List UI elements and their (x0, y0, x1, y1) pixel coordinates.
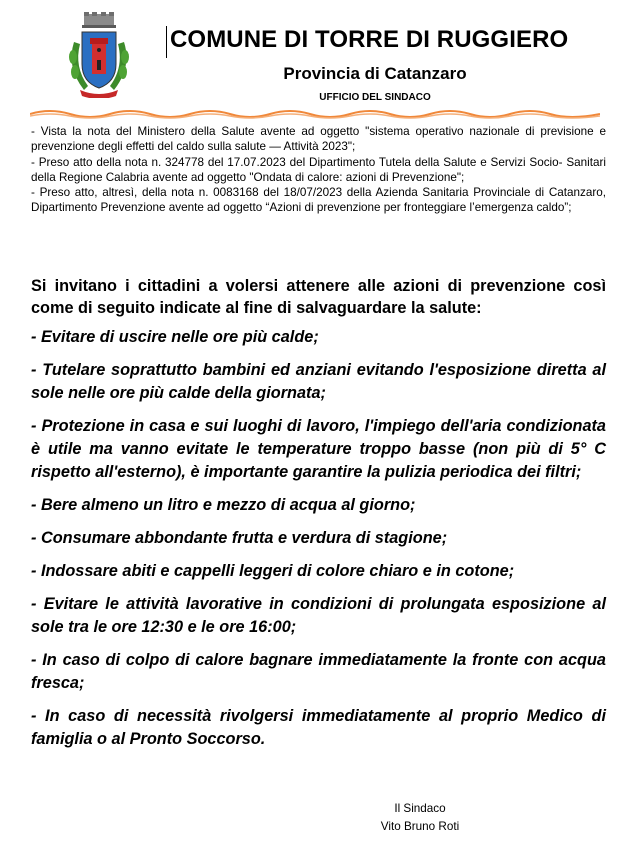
measure-item: - Evitare le attività lavorative in condizioni di prolungata esposizione al sole tra le ore 12:30 e le ore 16:00; (31, 595, 606, 636)
decorative-divider (30, 106, 600, 120)
measure-item: - Evitare di uscire nelle ore più calde; (31, 328, 319, 346)
note-ministero: - Vista la nota del Ministero della Salute avente ad oggetto "sistema operativo nazionale di previsione e prevenzione degli effetti del caldo sulla salute — Attività 2023"; (31, 125, 606, 154)
preamble-notes (31, 124, 606, 216)
measure-item: - Protezione in casa e sui luoghi di lavoro, l'impiego dell'aria condizionata è utile ma vanno evitate le temperature troppo basse (non più di 5° C rispetto all'esterno), è importante garantire la pulizia periodica dei filtri; (31, 417, 606, 481)
signature-block (360, 800, 480, 836)
page-title: COMUNE DI TORRE DI RUGGIERO (170, 26, 569, 53)
prevention-measures-list (31, 326, 606, 761)
measure-item: - Tutelare soprattutto bambini ed anziani evitando l'esposizione diretta al sole nelle ore più calde della giornata; (31, 361, 606, 402)
measure-item: - In caso di colpo di calore bagnare immediatamente la fronte con acqua fresca; (31, 651, 606, 692)
signature-role: Il Sindaco (394, 802, 446, 815)
province-subtitle: Provincia di Catanzaro (283, 64, 467, 83)
measure-item: - Indossare abiti e cappelli leggeri di colore chiaro e in cotone; (31, 562, 515, 580)
intro-paragraph: Si invitano i cittadini a volersi attenere alle azioni di prevenzione così come di seguito indicate al fine di salvaguardare la salute: (31, 277, 606, 317)
note-regione: - Preso atto della nota n. 324778 del 17.07.2023 del Dipartimento Tutela della Salute e Servizi Socio- Sanitari della Regione Calabria avente ad oggetto "Ondata di calore: azioni di Prevenzione"; (31, 155, 606, 184)
note-asp: - Preso atto, altresì, della nota n. 0083168 del 18/07/2023 della Azienda Sanitaria Provinciale di Catanzaro, Dipartimento Prevenzione avente ad oggetto “Azioni di prevenzione per fronteggiare l’emergenza caldo”; (31, 186, 606, 215)
office-label: UFFICIO DEL SINDACO (319, 92, 431, 103)
measure-item: - Bere almeno un litro e mezzo di acqua al giorno; (31, 496, 416, 514)
measure-item: - Consumare abbondante frutta e verdura di stagione; (31, 529, 448, 547)
title-accent-bar (166, 26, 167, 58)
signature-name: Vito Bruno Roti (380, 820, 460, 833)
municipal-coat-of-arms-icon (64, 12, 134, 98)
measure-item: - In caso di necessità rivolgersi immediatamente al proprio Medico di famiglia o al Pronto Soccorso. (31, 707, 606, 748)
